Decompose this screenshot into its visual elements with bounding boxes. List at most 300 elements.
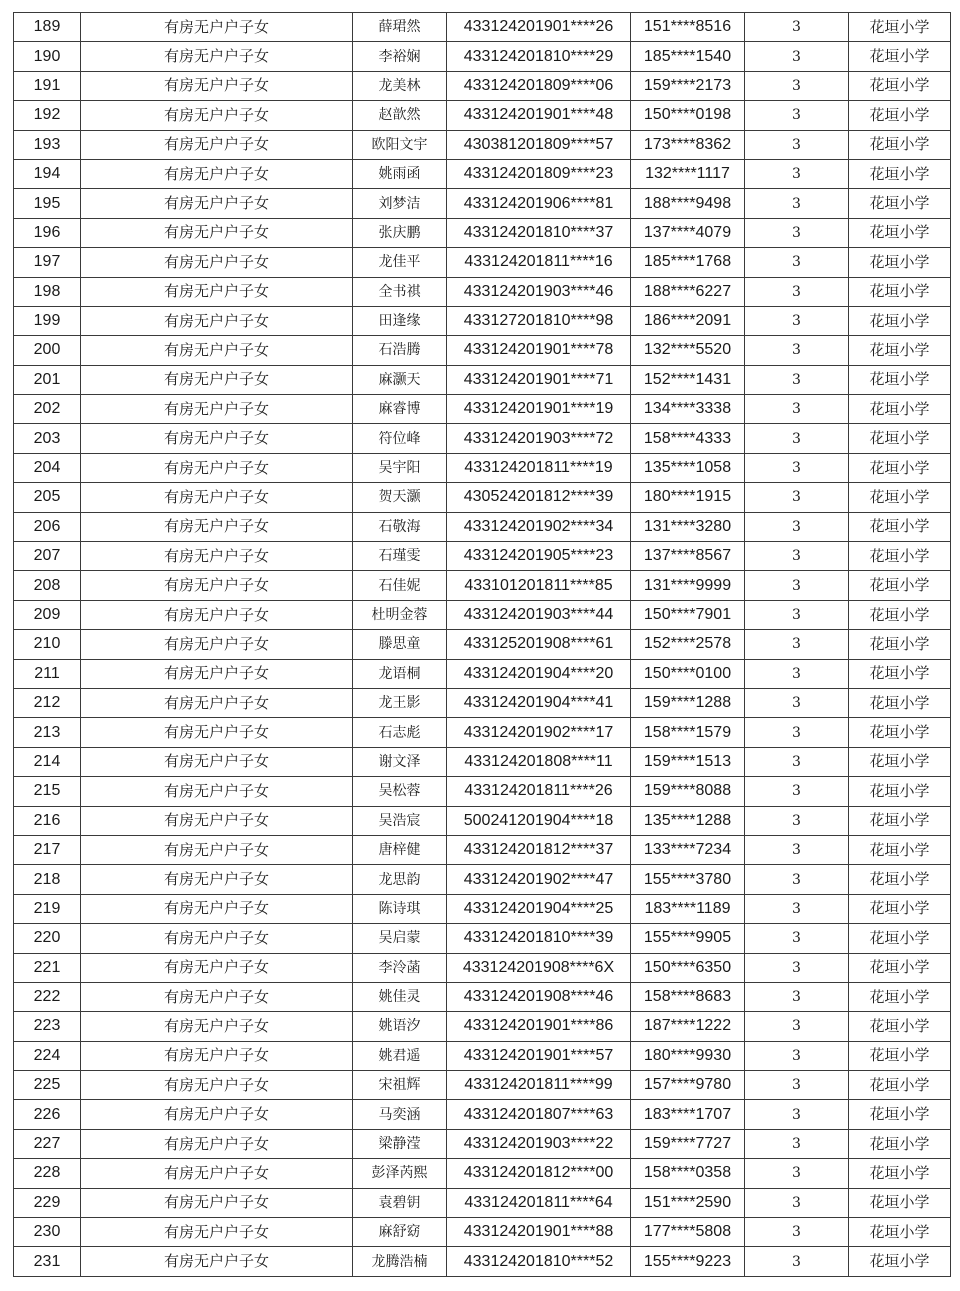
student-name-cell: 龙王影 <box>353 688 447 717</box>
table-row <box>14 42 951 71</box>
id-number-cell: 433124201812****00 <box>447 1159 631 1188</box>
phone-cell: 137****8567 <box>631 542 745 571</box>
grade-cell: 3 <box>745 101 849 130</box>
category-cell: 有房无户户子女 <box>81 1218 353 1247</box>
grade-cell: 3 <box>745 982 849 1011</box>
phone-cell: 188****6227 <box>631 277 745 306</box>
student-name-cell: 石志彪 <box>353 718 447 747</box>
phone-cell: 132****5520 <box>631 336 745 365</box>
id-number-cell: 433124201811****16 <box>447 248 631 277</box>
grade-cell: 3 <box>745 630 849 659</box>
id-number-cell: 433124201810****39 <box>447 924 631 953</box>
table-row <box>14 277 951 306</box>
grade-cell: 3 <box>745 248 849 277</box>
row-number-cell: 209 <box>14 600 81 629</box>
school-cell: 花垣小学 <box>849 659 951 688</box>
table-row <box>14 1100 951 1129</box>
school-cell: 花垣小学 <box>849 600 951 629</box>
row-number-cell: 220 <box>14 924 81 953</box>
row-number-cell: 216 <box>14 806 81 835</box>
student-name-cell: 麻舒窈 <box>353 1218 447 1247</box>
phone-cell: 180****1915 <box>631 483 745 512</box>
phone-cell: 151****2590 <box>631 1188 745 1217</box>
phone-cell: 135****1288 <box>631 806 745 835</box>
id-number-cell: 433124201903****46 <box>447 277 631 306</box>
category-cell: 有房无户户子女 <box>81 600 353 629</box>
student-name-cell: 姚语汐 <box>353 1012 447 1041</box>
category-cell: 有房无户户子女 <box>81 688 353 717</box>
category-cell: 有房无户户子女 <box>81 630 353 659</box>
table-row <box>14 453 951 482</box>
category-cell: 有房无户户子女 <box>81 924 353 953</box>
id-number-cell: 433124201901****86 <box>447 1012 631 1041</box>
id-number-cell: 433124201811****26 <box>447 777 631 806</box>
phone-cell: 185****1768 <box>631 248 745 277</box>
phone-cell: 180****9930 <box>631 1041 745 1070</box>
phone-cell: 152****1431 <box>631 365 745 394</box>
table-row <box>14 630 951 659</box>
category-cell: 有房无户户子女 <box>81 306 353 335</box>
enrollment-table <box>13 12 951 1277</box>
student-name-cell: 李泠菡 <box>353 953 447 982</box>
phone-cell: 131****9999 <box>631 571 745 600</box>
grade-cell: 3 <box>745 1218 849 1247</box>
category-cell: 有房无户户子女 <box>81 835 353 864</box>
phone-cell: 150****7901 <box>631 600 745 629</box>
grade-cell: 3 <box>745 865 849 894</box>
row-number-cell: 224 <box>14 1041 81 1070</box>
id-number-cell: 433124201904****25 <box>447 894 631 923</box>
phone-cell: 187****1222 <box>631 1012 745 1041</box>
row-number-cell: 201 <box>14 365 81 394</box>
row-number-cell: 214 <box>14 747 81 776</box>
student-name-cell: 马奕涵 <box>353 1100 447 1129</box>
school-cell: 花垣小学 <box>849 542 951 571</box>
table-row <box>14 1129 951 1158</box>
student-name-cell: 吴宇阳 <box>353 453 447 482</box>
phone-cell: 159****7727 <box>631 1129 745 1158</box>
table-row <box>14 336 951 365</box>
row-number-cell: 217 <box>14 835 81 864</box>
id-number-cell: 433101201811****85 <box>447 571 631 600</box>
id-number-cell: 433124201808****11 <box>447 747 631 776</box>
grade-cell: 3 <box>745 13 849 42</box>
student-name-cell: 符位峰 <box>353 424 447 453</box>
phone-cell: 135****1058 <box>631 453 745 482</box>
student-name-cell: 赵歆然 <box>353 101 447 130</box>
phone-cell: 150****6350 <box>631 953 745 982</box>
grade-cell: 3 <box>745 688 849 717</box>
table-row <box>14 806 951 835</box>
student-name-cell: 石佳妮 <box>353 571 447 600</box>
id-number-cell: 433124201810****29 <box>447 42 631 71</box>
school-cell: 花垣小学 <box>849 982 951 1011</box>
student-name-cell: 唐梓健 <box>353 835 447 864</box>
student-name-cell: 谢文泽 <box>353 747 447 776</box>
table-row <box>14 1188 951 1217</box>
id-number-cell: 433124201811****64 <box>447 1188 631 1217</box>
grade-cell: 3 <box>745 189 849 218</box>
phone-cell: 152****2578 <box>631 630 745 659</box>
grade-cell: 3 <box>745 130 849 159</box>
grade-cell: 3 <box>745 835 849 864</box>
table-row <box>14 512 951 541</box>
school-cell: 花垣小学 <box>849 747 951 776</box>
school-cell: 花垣小学 <box>849 13 951 42</box>
phone-cell: 185****1540 <box>631 42 745 71</box>
id-number-cell: 433124201807****63 <box>447 1100 631 1129</box>
row-number-cell: 196 <box>14 218 81 247</box>
school-cell: 花垣小学 <box>849 101 951 130</box>
table-row <box>14 865 951 894</box>
table-row <box>14 1247 951 1276</box>
id-number-cell: 433124201901****26 <box>447 13 631 42</box>
student-name-cell: 龙佳平 <box>353 248 447 277</box>
phone-cell: 155****9905 <box>631 924 745 953</box>
id-number-cell: 433124201812****37 <box>447 835 631 864</box>
table-row <box>14 248 951 277</box>
row-number-cell: 221 <box>14 953 81 982</box>
grade-cell: 3 <box>745 512 849 541</box>
phone-cell: 155****9223 <box>631 1247 745 1276</box>
row-number-cell: 189 <box>14 13 81 42</box>
category-cell: 有房无户户子女 <box>81 1012 353 1041</box>
table-row <box>14 306 951 335</box>
phone-cell: 177****5808 <box>631 1218 745 1247</box>
school-cell: 花垣小学 <box>849 512 951 541</box>
phone-cell: 186****2091 <box>631 306 745 335</box>
table-row <box>14 777 951 806</box>
category-cell: 有房无户户子女 <box>81 42 353 71</box>
row-number-cell: 213 <box>14 718 81 747</box>
phone-cell: 150****0198 <box>631 101 745 130</box>
row-number-cell: 227 <box>14 1129 81 1158</box>
student-name-cell: 龙美林 <box>353 71 447 100</box>
table-row <box>14 688 951 717</box>
student-name-cell: 龙思韵 <box>353 865 447 894</box>
phone-cell: 158****8683 <box>631 982 745 1011</box>
row-number-cell: 199 <box>14 306 81 335</box>
grade-cell: 3 <box>745 306 849 335</box>
row-number-cell: 215 <box>14 777 81 806</box>
category-cell: 有房无户户子女 <box>81 159 353 188</box>
grade-cell: 3 <box>745 659 849 688</box>
phone-cell: 151****8516 <box>631 13 745 42</box>
student-name-cell: 梁静滢 <box>353 1129 447 1158</box>
student-name-cell: 彭泽芮熙 <box>353 1159 447 1188</box>
table-row <box>14 1012 951 1041</box>
category-cell: 有房无户户子女 <box>81 130 353 159</box>
table-row <box>14 1218 951 1247</box>
row-number-cell: 200 <box>14 336 81 365</box>
grade-cell: 3 <box>745 571 849 600</box>
school-cell: 花垣小学 <box>849 1041 951 1070</box>
phone-cell: 132****1117 <box>631 159 745 188</box>
id-number-cell: 433124201810****37 <box>447 218 631 247</box>
student-name-cell: 吴浩宸 <box>353 806 447 835</box>
row-number-cell: 225 <box>14 1071 81 1100</box>
student-name-cell: 滕思童 <box>353 630 447 659</box>
grade-cell: 3 <box>745 365 849 394</box>
student-name-cell: 田逢缘 <box>353 306 447 335</box>
id-number-cell: 433124201903****44 <box>447 600 631 629</box>
category-cell: 有房无户户子女 <box>81 424 353 453</box>
category-cell: 有房无户户子女 <box>81 277 353 306</box>
school-cell: 花垣小学 <box>849 1012 951 1041</box>
id-number-cell: 433124201905****23 <box>447 542 631 571</box>
table-row <box>14 571 951 600</box>
id-number-cell: 500241201904****18 <box>447 806 631 835</box>
category-cell: 有房无户户子女 <box>81 1188 353 1217</box>
school-cell: 花垣小学 <box>849 718 951 747</box>
school-cell: 花垣小学 <box>849 953 951 982</box>
id-number-cell: 433124201908****46 <box>447 982 631 1011</box>
grade-cell: 3 <box>745 395 849 424</box>
student-name-cell: 张庆鹏 <box>353 218 447 247</box>
student-name-cell: 龙语桐 <box>353 659 447 688</box>
phone-cell: 131****3280 <box>631 512 745 541</box>
id-number-cell: 433124201901****78 <box>447 336 631 365</box>
grade-cell: 3 <box>745 777 849 806</box>
table-row <box>14 395 951 424</box>
grade-cell: 3 <box>745 924 849 953</box>
school-cell: 花垣小学 <box>849 835 951 864</box>
school-cell: 花垣小学 <box>849 1159 951 1188</box>
row-number-cell: 195 <box>14 189 81 218</box>
student-name-cell: 麻灏天 <box>353 365 447 394</box>
grade-cell: 3 <box>745 542 849 571</box>
phone-cell: 158****0358 <box>631 1159 745 1188</box>
grade-cell: 3 <box>745 718 849 747</box>
school-cell: 花垣小学 <box>849 571 951 600</box>
school-cell: 花垣小学 <box>849 424 951 453</box>
phone-cell: 158****1579 <box>631 718 745 747</box>
school-cell: 花垣小学 <box>849 1071 951 1100</box>
row-number-cell: 218 <box>14 865 81 894</box>
school-cell: 花垣小学 <box>849 865 951 894</box>
school-cell: 花垣小学 <box>849 1188 951 1217</box>
category-cell: 有房无户户子女 <box>81 248 353 277</box>
student-name-cell: 欧阳文宇 <box>353 130 447 159</box>
table-row <box>14 718 951 747</box>
category-cell: 有房无户户子女 <box>81 453 353 482</box>
category-cell: 有房无户户子女 <box>81 1247 353 1276</box>
table-row <box>14 982 951 1011</box>
category-cell: 有房无户户子女 <box>81 218 353 247</box>
category-cell: 有房无户户子女 <box>81 718 353 747</box>
school-cell: 花垣小学 <box>849 1100 951 1129</box>
student-name-cell: 吴启蒙 <box>353 924 447 953</box>
phone-cell: 134****3338 <box>631 395 745 424</box>
id-number-cell: 433124201901****19 <box>447 395 631 424</box>
student-name-cell: 刘梦洁 <box>353 189 447 218</box>
category-cell: 有房无户户子女 <box>81 571 353 600</box>
row-number-cell: 207 <box>14 542 81 571</box>
row-number-cell: 211 <box>14 659 81 688</box>
phone-cell: 155****3780 <box>631 865 745 894</box>
phone-cell: 159****8088 <box>631 777 745 806</box>
id-number-cell: 433124201903****22 <box>447 1129 631 1158</box>
student-name-cell: 李裕娴 <box>353 42 447 71</box>
table-row <box>14 600 951 629</box>
phone-cell: 159****1513 <box>631 747 745 776</box>
student-name-cell: 全书祺 <box>353 277 447 306</box>
school-cell: 花垣小学 <box>849 924 951 953</box>
grade-cell: 3 <box>745 1247 849 1276</box>
row-number-cell: 212 <box>14 688 81 717</box>
id-number-cell: 430381201809****57 <box>447 130 631 159</box>
id-number-cell: 433124201901****48 <box>447 101 631 130</box>
row-number-cell: 205 <box>14 483 81 512</box>
id-number-cell: 433124201902****17 <box>447 718 631 747</box>
student-name-cell: 龙腾浩楠 <box>353 1247 447 1276</box>
category-cell: 有房无户户子女 <box>81 71 353 100</box>
grade-cell: 3 <box>745 806 849 835</box>
category-cell: 有房无户户子女 <box>81 806 353 835</box>
id-number-cell: 433127201810****98 <box>447 306 631 335</box>
table-row <box>14 894 951 923</box>
category-cell: 有房无户户子女 <box>81 395 353 424</box>
id-number-cell: 430524201812****39 <box>447 483 631 512</box>
grade-cell: 3 <box>745 218 849 247</box>
phone-cell: 183****1189 <box>631 894 745 923</box>
row-number-cell: 204 <box>14 453 81 482</box>
school-cell: 花垣小学 <box>849 1247 951 1276</box>
school-cell: 花垣小学 <box>849 218 951 247</box>
category-cell: 有房无户户子女 <box>81 1041 353 1070</box>
school-cell: 花垣小学 <box>849 189 951 218</box>
grade-cell: 3 <box>745 42 849 71</box>
phone-cell: 157****9780 <box>631 1071 745 1100</box>
school-cell: 花垣小学 <box>849 688 951 717</box>
student-name-cell: 石瑾雯 <box>353 542 447 571</box>
grade-cell: 3 <box>745 894 849 923</box>
student-name-cell: 陈诗琪 <box>353 894 447 923</box>
grade-cell: 3 <box>745 424 849 453</box>
grade-cell: 3 <box>745 277 849 306</box>
id-number-cell: 433124201901****88 <box>447 1218 631 1247</box>
student-name-cell: 石敬海 <box>353 512 447 541</box>
id-number-cell: 433124201901****57 <box>447 1041 631 1070</box>
student-name-cell: 杜明金蓉 <box>353 600 447 629</box>
row-number-cell: 203 <box>14 424 81 453</box>
school-cell: 花垣小学 <box>849 277 951 306</box>
row-number-cell: 194 <box>14 159 81 188</box>
table-row <box>14 1159 951 1188</box>
phone-cell: 173****8362 <box>631 130 745 159</box>
grade-cell: 3 <box>745 1188 849 1217</box>
row-number-cell: 210 <box>14 630 81 659</box>
grade-cell: 3 <box>745 1100 849 1129</box>
grade-cell: 3 <box>745 1159 849 1188</box>
category-cell: 有房无户户子女 <box>81 189 353 218</box>
school-cell: 花垣小学 <box>849 42 951 71</box>
student-name-cell: 姚佳灵 <box>353 982 447 1011</box>
student-name-cell: 吴松蓉 <box>353 777 447 806</box>
category-cell: 有房无户户子女 <box>81 13 353 42</box>
id-number-cell: 433124201908****6X <box>447 953 631 982</box>
table-row <box>14 365 951 394</box>
phone-cell: 137****4079 <box>631 218 745 247</box>
grade-cell: 3 <box>745 953 849 982</box>
table-row <box>14 130 951 159</box>
school-cell: 花垣小学 <box>849 130 951 159</box>
school-cell: 花垣小学 <box>849 395 951 424</box>
row-number-cell: 223 <box>14 1012 81 1041</box>
category-cell: 有房无户户子女 <box>81 336 353 365</box>
grade-cell: 3 <box>745 159 849 188</box>
id-number-cell: 433124201906****81 <box>447 189 631 218</box>
table-row <box>14 924 951 953</box>
row-number-cell: 219 <box>14 894 81 923</box>
student-name-cell: 宋祖辉 <box>353 1071 447 1100</box>
id-number-cell: 433124201901****71 <box>447 365 631 394</box>
school-cell: 花垣小学 <box>849 336 951 365</box>
category-cell: 有房无户户子女 <box>81 512 353 541</box>
category-cell: 有房无户户子女 <box>81 1071 353 1100</box>
table-row <box>14 1041 951 1070</box>
grade-cell: 3 <box>745 600 849 629</box>
school-cell: 花垣小学 <box>849 71 951 100</box>
school-cell: 花垣小学 <box>849 630 951 659</box>
student-name-cell: 薛珺然 <box>353 13 447 42</box>
id-number-cell: 433124201809****23 <box>447 159 631 188</box>
id-number-cell: 433124201904****20 <box>447 659 631 688</box>
category-cell: 有房无户户子女 <box>81 953 353 982</box>
school-cell: 花垣小学 <box>849 159 951 188</box>
grade-cell: 3 <box>745 1129 849 1158</box>
category-cell: 有房无户户子女 <box>81 777 353 806</box>
category-cell: 有房无户户子女 <box>81 542 353 571</box>
id-number-cell: 433124201902****47 <box>447 865 631 894</box>
category-cell: 有房无户户子女 <box>81 982 353 1011</box>
row-number-cell: 226 <box>14 1100 81 1129</box>
row-number-cell: 228 <box>14 1159 81 1188</box>
row-number-cell: 229 <box>14 1188 81 1217</box>
category-cell: 有房无户户子女 <box>81 659 353 688</box>
school-cell: 花垣小学 <box>849 453 951 482</box>
school-cell: 花垣小学 <box>849 1129 951 1158</box>
phone-cell: 159****1288 <box>631 688 745 717</box>
table-row <box>14 159 951 188</box>
row-number-cell: 192 <box>14 101 81 130</box>
student-name-cell: 麻睿博 <box>353 395 447 424</box>
phone-cell: 133****7234 <box>631 835 745 864</box>
grade-cell: 3 <box>745 453 849 482</box>
id-number-cell: 433124201811****19 <box>447 453 631 482</box>
row-number-cell: 230 <box>14 1218 81 1247</box>
category-cell: 有房无户户子女 <box>81 1100 353 1129</box>
school-cell: 花垣小学 <box>849 806 951 835</box>
row-number-cell: 191 <box>14 71 81 100</box>
id-number-cell: 433124201809****06 <box>447 71 631 100</box>
table-row <box>14 1071 951 1100</box>
table-row <box>14 71 951 100</box>
grade-cell: 3 <box>745 747 849 776</box>
table-row <box>14 101 951 130</box>
school-cell: 花垣小学 <box>849 365 951 394</box>
row-number-cell: 206 <box>14 512 81 541</box>
grade-cell: 3 <box>745 71 849 100</box>
category-cell: 有房无户户子女 <box>81 747 353 776</box>
row-number-cell: 190 <box>14 42 81 71</box>
row-number-cell: 193 <box>14 130 81 159</box>
table-body <box>14 13 951 1277</box>
student-name-cell: 姚君遥 <box>353 1041 447 1070</box>
category-cell: 有房无户户子女 <box>81 865 353 894</box>
row-number-cell: 222 <box>14 982 81 1011</box>
category-cell: 有房无户户子女 <box>81 894 353 923</box>
